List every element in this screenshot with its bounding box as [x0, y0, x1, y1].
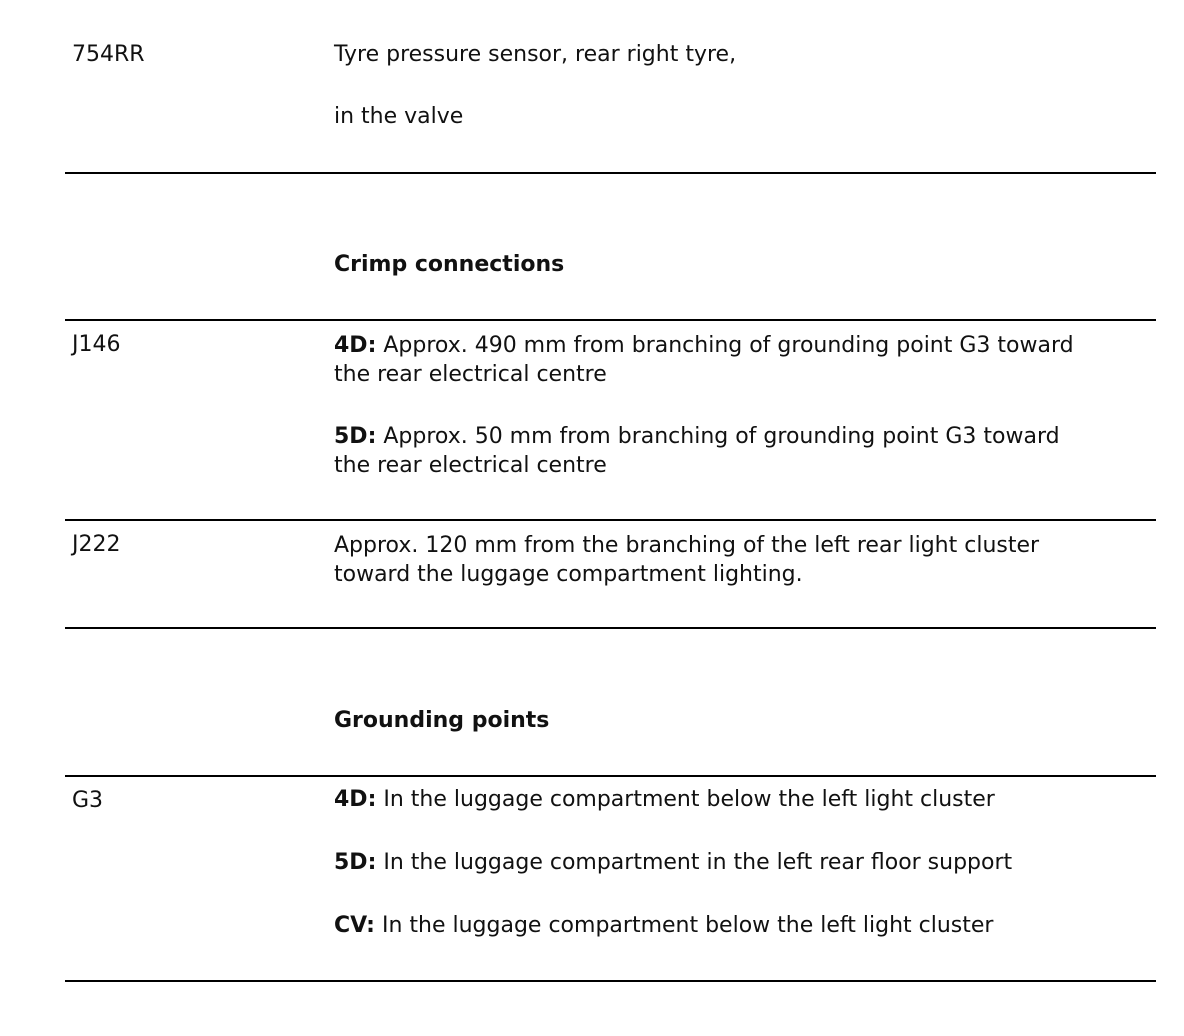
row-desc-j222: [334, 531, 1039, 589]
section-heading-crimp: Crimp connections: [334, 252, 565, 277]
row-desc-g3-part1: [334, 787, 995, 812]
row-desc-754rr-line1: Tyre pressure sensor, rear right tyre,: [334, 42, 737, 67]
variant-label: 5D:: [334, 424, 377, 449]
variant-text: In the luggage compartment below the left light cluster: [374, 913, 994, 938]
j146-part2-line2: the rear electrical centre: [334, 453, 607, 478]
j146-part2-line1: [334, 422, 1060, 451]
section-heading-grounding: Grounding points: [334, 708, 550, 733]
variant-text: In the luggage compartment below the left light cluster: [376, 787, 995, 812]
variant-text: In the luggage compartment in the left rear floor support: [376, 850, 1013, 875]
j222-line2: toward the luggage compartment lighting.: [334, 562, 803, 587]
variant-label: 4D:: [334, 787, 377, 812]
variant-label: 5D:: [334, 850, 377, 875]
j222-line1: Approx. 120 mm from the branching of the left rear light cluster: [334, 533, 1040, 558]
row-divider: [65, 519, 1156, 521]
row-desc-j146-part2: [334, 422, 1060, 480]
row-desc-754rr-line2: in the valve: [334, 104, 464, 129]
variant-text: Approx. 50 mm from branching of grounding point G3 toward: [376, 424, 1060, 449]
variant-label: CV:: [334, 913, 375, 938]
row-desc-j146-part1: [334, 331, 1074, 389]
row-divider: [65, 627, 1156, 629]
row-divider: [65, 172, 1156, 174]
section-divider: [65, 319, 1156, 321]
row-code-754rr: 754RR: [72, 42, 145, 67]
row-code-g3: G3: [72, 788, 104, 813]
row-desc-g3-part3: [334, 913, 993, 938]
row-code-j222: J222: [72, 532, 121, 557]
row-divider: [65, 980, 1156, 982]
row-code-j146: J146: [72, 332, 121, 357]
section-divider: [65, 775, 1156, 777]
j146-part1-line2: the rear electrical centre: [334, 362, 607, 387]
row-desc-g3-part2: [334, 850, 1012, 875]
j146-part1-line1: [334, 331, 1074, 360]
variant-text: Approx. 490 mm from branching of grounding point G3 toward: [376, 333, 1074, 358]
variant-label: 4D:: [334, 333, 377, 358]
